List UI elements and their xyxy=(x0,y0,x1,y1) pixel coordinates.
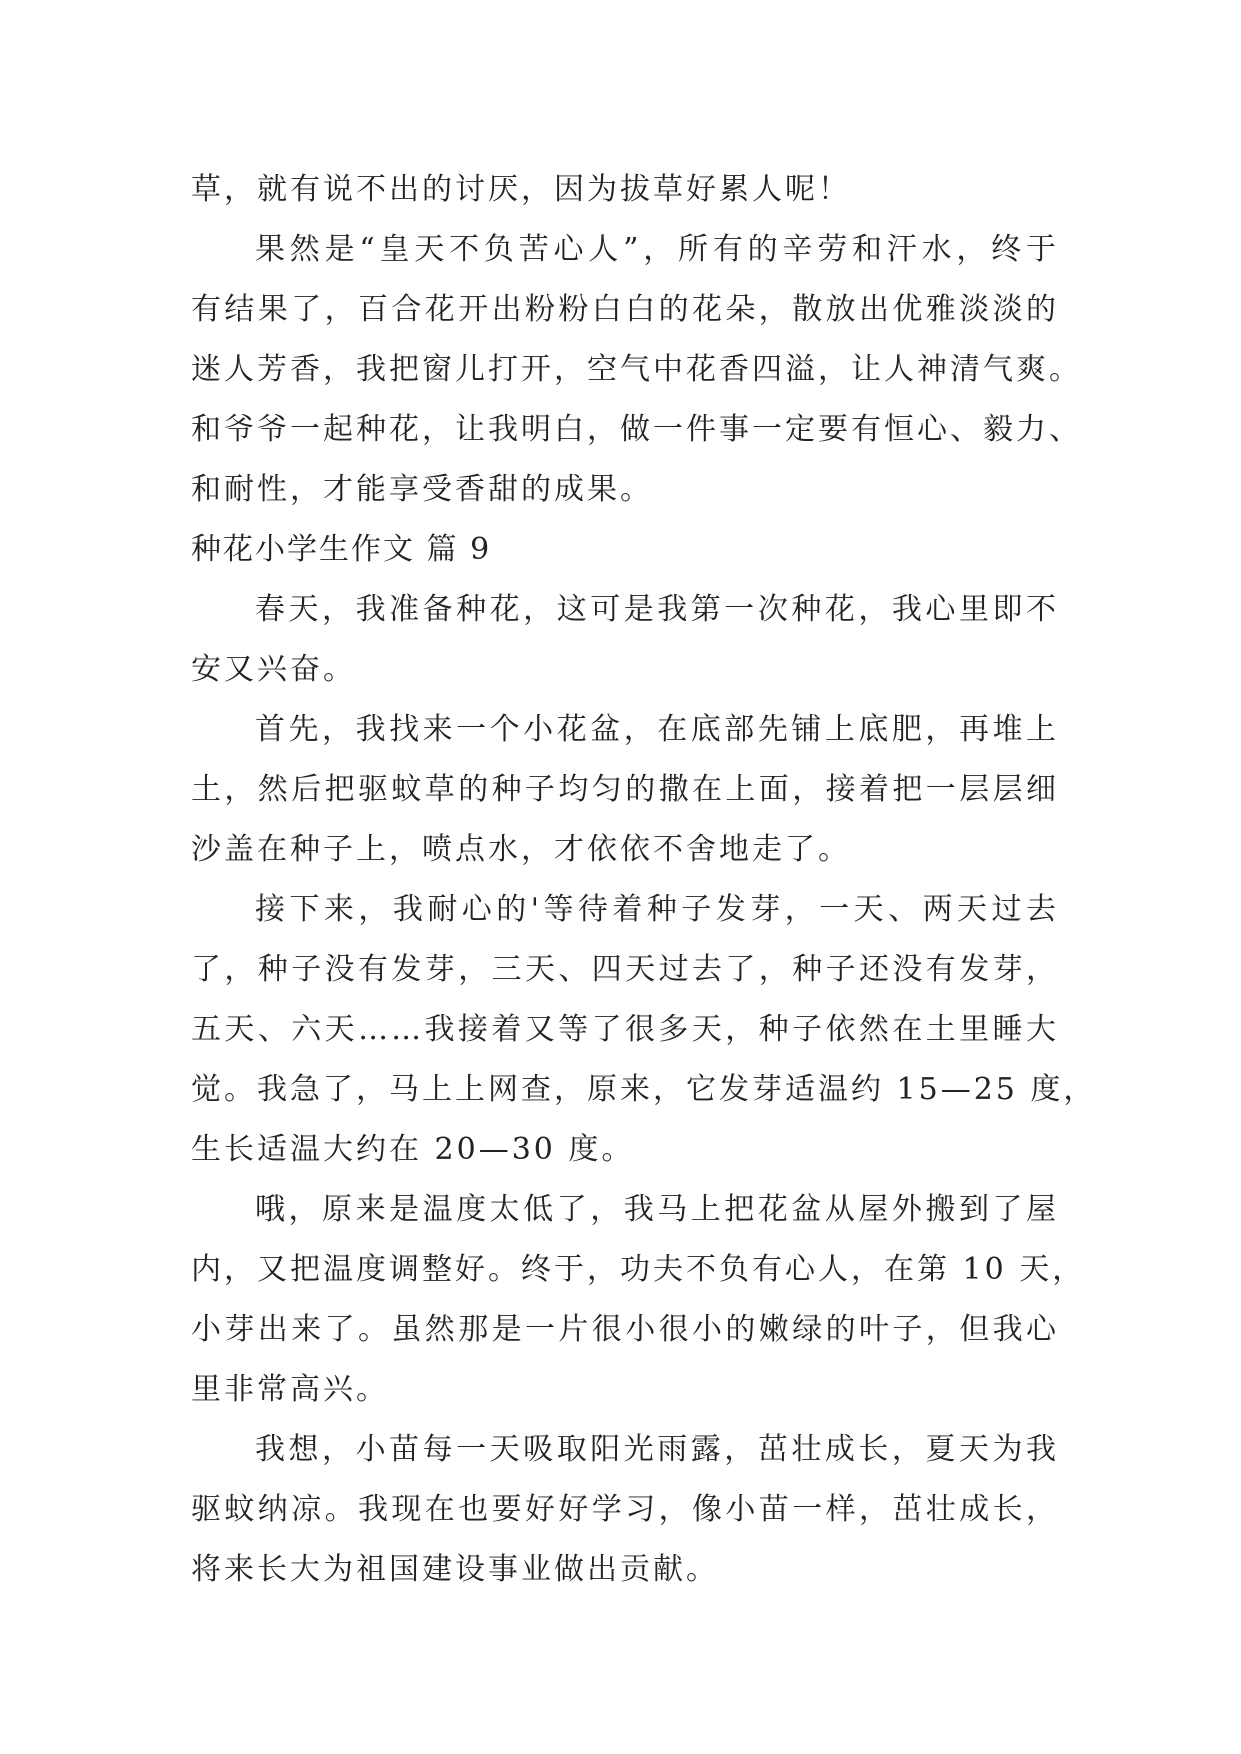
paragraph-line: 驱蚊纳凉。我现在也要好好学习，像小苗一样，茁壮成长， xyxy=(191,1492,1059,1527)
paragraph-line: 有结果了，百合花开出粉粉白白的花朵，散放出优雅淡淡的 xyxy=(191,292,1059,327)
paragraph-line: 小芽出来了。虽然那是一片很小很小的嫩绿的叶子，但我心 xyxy=(191,1312,1059,1347)
paragraph-line: 沙盖在种子上，喷点水，才依依不舍地走了。 xyxy=(191,832,851,867)
paragraph-line: 生长适温大约在 20—30 度。 xyxy=(191,1132,635,1167)
paragraph-line: 安又兴奋。 xyxy=(191,652,356,687)
paragraph-line: 和爷爷一起种花，让我明白，做一件事一定要有恒心、毅力、 xyxy=(191,412,1082,447)
paragraph-line: 春天，我准备种花，这可是我第一次种花，我心里即不 xyxy=(255,592,1059,627)
paragraph-line: 内，又把温度调整好。终于，功夫不负有心人，在第 10 天， xyxy=(191,1252,1086,1287)
paragraph-line: 哦，原来是温度太低了，我马上把花盆从屋外搬到了屋 xyxy=(255,1192,1059,1227)
paragraph-line: 迷人芳香，我把窗儿打开，空气中花香四溢，让人神清气爽。 xyxy=(191,352,1082,387)
paragraph-line: 我想，小苗每一天吸取阳光雨露，茁壮成长，夏天为我 xyxy=(255,1432,1059,1467)
paragraph-line: 五天、六天……我接着又等了很多天，种子依然在土里睡大 xyxy=(191,1012,1059,1047)
paragraph-line: 了，种子没有发芽，三天、四天过去了，种子还没有发芽， xyxy=(191,952,1059,987)
paragraph-line: 首先，我找来一个小花盆，在底部先铺上底肥，再堆上 xyxy=(255,712,1059,747)
paragraph-line: 里非常高兴。 xyxy=(191,1372,389,1407)
paragraph-line: 土，然后把驱蚊草的种子均匀的撒在上面，接着把一层层细 xyxy=(191,772,1059,807)
paragraph-line: 将来长大为祖国建设事业做出贡献。 xyxy=(191,1552,719,1587)
section-title: 种花小学生作文 篇 9 xyxy=(191,532,492,567)
paragraph-line: 和耐性，才能享受香甜的成果。 xyxy=(191,472,653,507)
paragraph-line: 草，就有说不出的讨厌，因为拔草好累人呢！ xyxy=(191,172,851,207)
paragraph-line: 觉。我急了，马上上网查，原来，它发芽适温约 15—25 度， xyxy=(191,1072,1097,1107)
document-body xyxy=(191,160,1097,1600)
paragraph-line: 接下来，我耐心的'等待着种子发芽，一天、两天过去 xyxy=(255,892,1059,927)
paragraph-line: 果然是“皇天不负苦心人”，所有的辛劳和汗水，终于 xyxy=(255,232,1059,267)
